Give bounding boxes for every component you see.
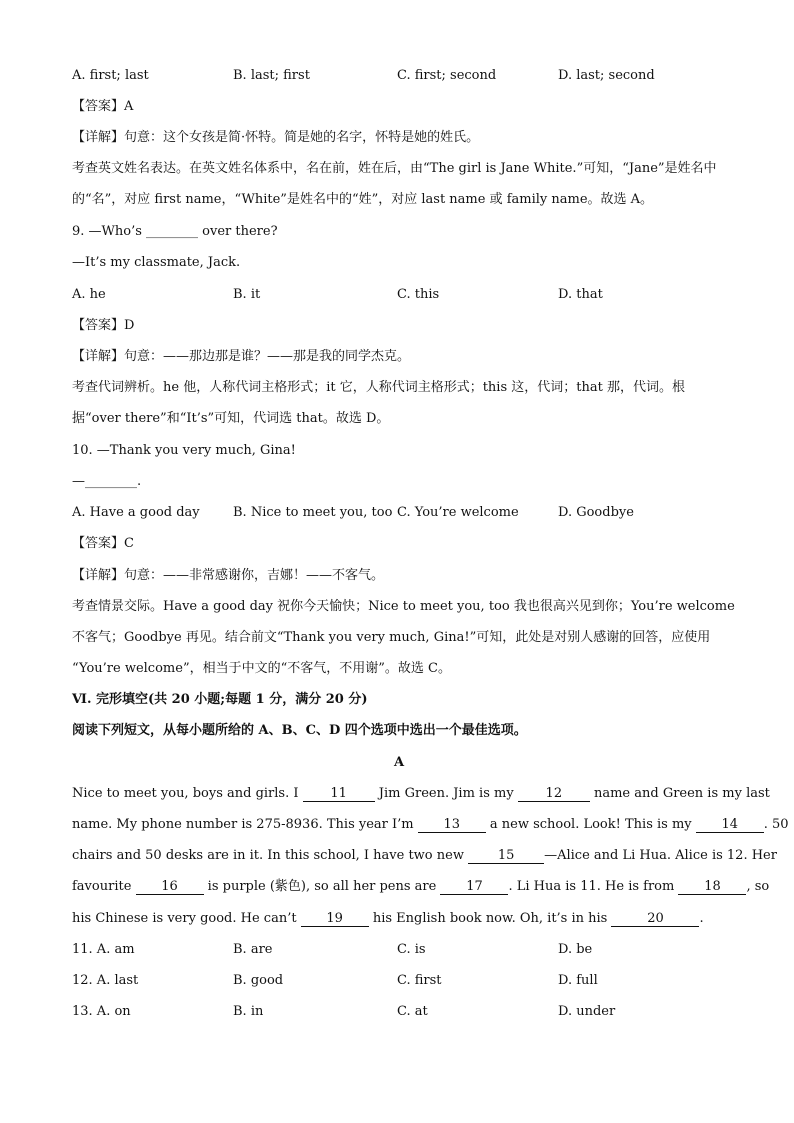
blank-14: 14 bbox=[696, 818, 764, 833]
blank-18: 18 bbox=[678, 880, 746, 895]
passage-text: —Alice and Li Hua. Alice is 12. Her bbox=[544, 848, 777, 863]
q10-analysis-line-3: “You’re welcome”，相当于中文的“不客气，不用谢”。故选 C。 bbox=[72, 661, 451, 676]
q13-option-c: C. at bbox=[397, 1004, 428, 1019]
q9-stem bbox=[72, 223, 726, 241]
passage-line-3 bbox=[72, 847, 777, 865]
blank-20: 20 bbox=[611, 912, 699, 927]
q9-option-c: C. this bbox=[397, 287, 440, 302]
q8-answer: 【答案】A bbox=[72, 99, 134, 114]
passage-title: A bbox=[393, 755, 405, 770]
q12-option-b: B. good bbox=[233, 973, 284, 988]
q8-option-a: A. first; last bbox=[72, 68, 149, 83]
q11-option-a: 11. A. am bbox=[72, 942, 135, 957]
passage-text: . 50 bbox=[763, 817, 789, 832]
passage-line-2 bbox=[72, 816, 789, 834]
q13-option-d: D. under bbox=[558, 1004, 616, 1019]
passage-text: a new school. Look! This is my bbox=[485, 817, 696, 832]
q8-analysis-line-2: 的“名”，对应 first name，“White”是姓名中的“姓”，对应 last name 或 family name。故选 A。 bbox=[72, 192, 654, 207]
q9-detail: 【详解】句意：——那边那是谁？——那是我的同学杰克。 bbox=[72, 349, 411, 364]
passage-text: . bbox=[699, 911, 704, 926]
q10-reply-period: . bbox=[137, 474, 142, 489]
q9-analysis-line-2: 据“over there”和“It’s”可知，代词选 that。故选 D。 bbox=[72, 411, 390, 426]
q9-option-d: D. that bbox=[558, 287, 603, 302]
blank-15: 15 bbox=[468, 849, 544, 864]
q10-answer: 【答案】C bbox=[72, 536, 134, 551]
passage-text: Nice to meet you, boys and girls. I bbox=[72, 786, 303, 801]
q9-answer: 【答案】D bbox=[72, 318, 135, 333]
q9-stem-start: 9. —Who’s bbox=[72, 224, 147, 239]
blank-19: 19 bbox=[301, 912, 369, 927]
q12-option-d: D. full bbox=[558, 973, 598, 988]
passage-text: chairs and 50 desks are in it. In this school, I have two new bbox=[72, 848, 469, 863]
blank-12: 12 bbox=[518, 787, 590, 802]
q8-analysis-line-1: 考查英文姓名表达。在英文姓名体系中，名在前，姓在后，由“The girl is Jane White.”可知，“Jane”是姓名中 bbox=[72, 161, 717, 176]
q9-option-a: A. he bbox=[72, 287, 106, 302]
q9-option-b: B. it bbox=[233, 287, 261, 302]
passage-line-5 bbox=[72, 910, 726, 928]
q12-option-c: C. first bbox=[397, 973, 442, 988]
passage-line-4 bbox=[72, 878, 770, 896]
section-heading: Ⅵ. 完形填空(共 20 小题;每题 1 分，满分 20 分) bbox=[72, 692, 368, 707]
q8-option-d: D. last; second bbox=[558, 68, 655, 83]
q10-option-c: C. You’re welcome bbox=[397, 505, 519, 520]
q8-detail: 【详解】句意：这个女孩是简·怀特。简是她的名字，怀特是她的姓氏。 bbox=[72, 130, 480, 145]
passage-text: Jim Green. Jim is my bbox=[374, 786, 518, 801]
q9-analysis-line-1: 考查代词辨析。he 他，人称代词主格形式；it 它，人称代词主格形式；this 这，代词；that 那，代词。根 bbox=[72, 380, 685, 395]
q9-reply: —It’s my classmate, Jack. bbox=[72, 255, 241, 270]
q10-detail: 【详解】句意：——非常感谢你，吉娜！——不客气。 bbox=[72, 568, 385, 583]
q10-reply bbox=[72, 473, 726, 491]
q10-analysis-line-2: 不客气；Goodbye 再见。结合前文“Thank you very much, Gina!”可知，此处是对别人感谢的回答，应使用 bbox=[72, 630, 711, 645]
q10-stem: 10. —Thank you very much, Gina! bbox=[72, 443, 296, 458]
passage-text: name and Green is my last bbox=[589, 786, 770, 801]
q9-blank: ________ bbox=[146, 224, 199, 239]
passage-line-1 bbox=[72, 785, 770, 803]
passage-text: favourite bbox=[72, 879, 136, 894]
q10-reply-dash: — bbox=[72, 474, 85, 489]
passage-text: name. My phone number is 275-8936. This year I’m bbox=[72, 817, 418, 832]
q10-option-d: D. Goodbye bbox=[558, 505, 634, 520]
passage-text: is purple (紫色), so all her pens are bbox=[203, 879, 441, 894]
q12-option-a: 12. A. last bbox=[72, 973, 139, 988]
passage-text: , so bbox=[746, 879, 770, 894]
q11-option-c: C. is bbox=[397, 942, 426, 957]
q8-option-b: B. last; first bbox=[233, 68, 310, 83]
blank-13: 13 bbox=[418, 818, 486, 833]
q11-option-b: B. are bbox=[233, 942, 273, 957]
passage-text: . Li Hua is 11. He is from bbox=[508, 879, 679, 894]
passage-text: his Chinese is very good. He can’t bbox=[72, 911, 301, 926]
q10-option-a: A. Have a good day bbox=[72, 505, 200, 520]
q8-option-c: C. first; second bbox=[397, 68, 497, 83]
q11-option-d: D. be bbox=[558, 942, 593, 957]
q10-blank: ________ bbox=[85, 474, 137, 489]
section-instruction: 阅读下列短文，从每小题所给的 A、B、C、D 四个选项中选出一个最佳选项。 bbox=[72, 723, 527, 738]
q13-option-b: B. in bbox=[233, 1004, 264, 1019]
q10-analysis-line-1: 考查情景交际。Have a good day 祝你今天愉快；Nice to meet you, too 我也很高兴见到你；You’re welcome bbox=[72, 599, 735, 614]
blank-17: 17 bbox=[440, 880, 508, 895]
q10-option-b: B. Nice to meet you, too bbox=[233, 505, 393, 520]
q9-stem-end: over there? bbox=[198, 224, 278, 239]
blank-16: 16 bbox=[136, 880, 204, 895]
blank-11: 11 bbox=[303, 787, 375, 802]
q13-option-a: 13. A. on bbox=[72, 1004, 131, 1019]
passage-text: his English book now. Oh, it’s in his bbox=[368, 911, 612, 926]
